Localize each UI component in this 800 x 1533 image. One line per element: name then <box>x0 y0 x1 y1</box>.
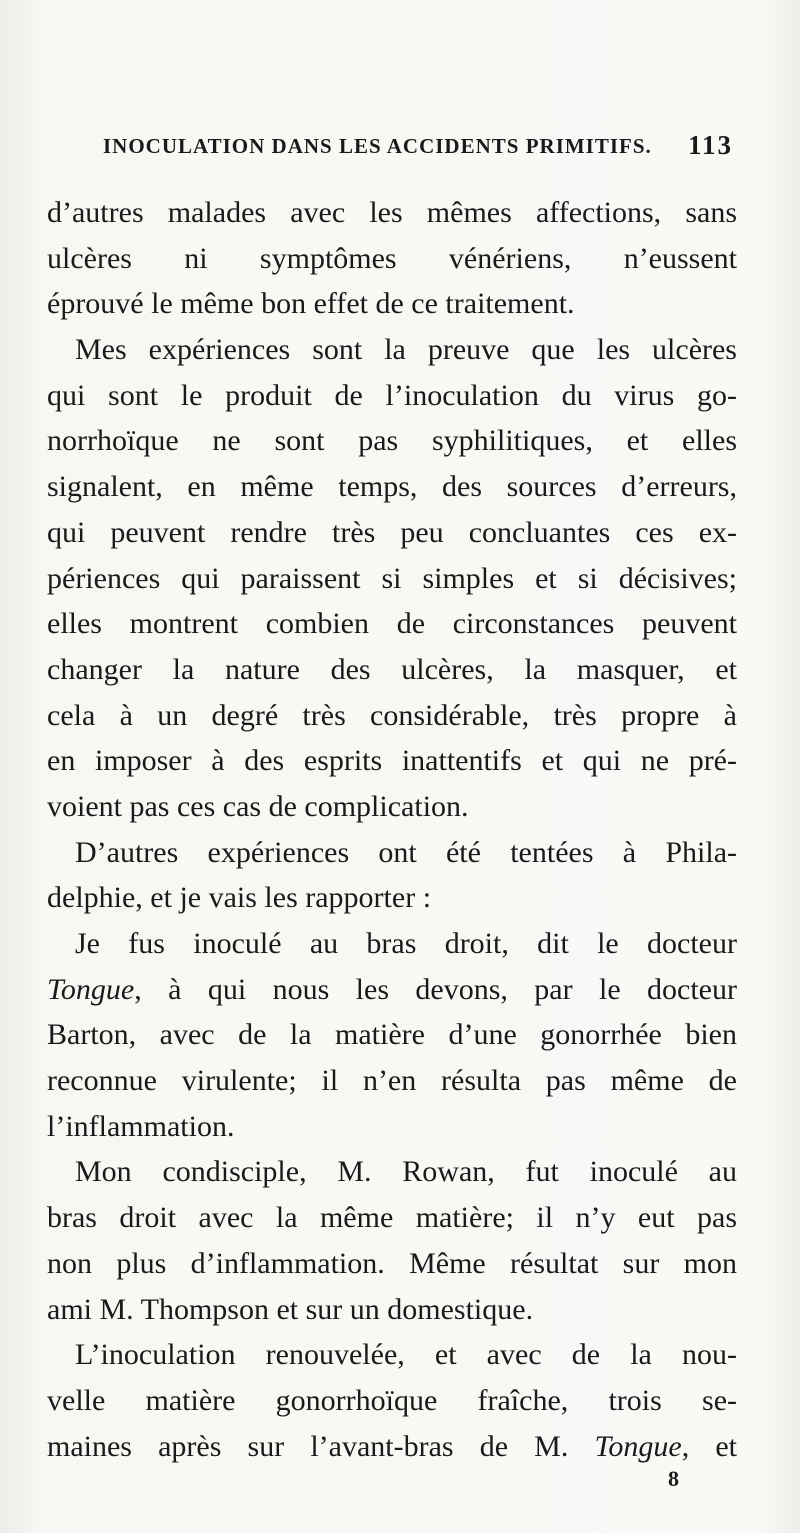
text-line: Mes expériences sont la preuve que les ulcères <box>75 333 737 367</box>
text-line: D’autres expériences ont été tentées à Phila- <box>75 835 737 869</box>
text-line: en imposer à des esprits inattentifs et qui ne pré- <box>47 744 737 778</box>
text-line: périences qui paraissent si simples et si décisives; <box>47 561 737 595</box>
text-line: non plus d’inflammation. Même résultat sur mon <box>47 1246 737 1280</box>
italic-name: Tongue <box>47 972 135 1006</box>
text-line: bras droit avec la même matière; il n’y eut pas <box>47 1201 737 1235</box>
text-line: éprouvé le même bon effet de ce traitement. <box>47 287 575 321</box>
text-line: Tongue, à qui nous les devons, par le docteur <box>47 972 737 1006</box>
text-line: voient pas ces cas de complication. <box>47 789 469 823</box>
text-line: l’inflammation. <box>47 1109 235 1143</box>
page-number: 113 <box>687 130 733 160</box>
text-line: ami M. Thompson et sur un domestique. <box>47 1292 534 1326</box>
text-line: ulcères ni symptômes vénériens, n’eussent <box>47 241 737 275</box>
text-line: delphie, et je vais les rapporter : <box>47 881 432 915</box>
italic-name: Tongue <box>594 1429 682 1463</box>
text-line: Je fus inoculé au bras droit, dit le docteur <box>75 927 737 960</box>
text-line: Mon condisciple, M. Rowan, fut inoculé au <box>75 1155 737 1189</box>
text-line: qui peuvent rendre très peu concluantes ces ex- <box>47 515 737 549</box>
text-line: reconnue virulente; il n’en résulta pas même de <box>47 1064 737 1098</box>
body-text <box>47 190 737 1469</box>
text-line: Barton, avec de la matière d’une gonorrhée bien <box>47 1018 737 1052</box>
text-line: velle matière gonorrhoïque fraîche, trois se- <box>47 1383 737 1417</box>
text-line: maines après sur l’avant-bras de M. Tongue, et <box>47 1429 737 1463</box>
signature-mark: 8 <box>668 1466 679 1491</box>
text-line: d’autres malades avec les mêmes affections, sans <box>47 196 737 229</box>
text-line: elles montrent combien de circonstances peuvent <box>47 607 737 641</box>
text-line: signalent, en même temps, des sources d’erreurs, <box>47 470 737 504</box>
running-head <box>103 130 733 164</box>
text-line: norrhoïque ne sont pas syphilitiques, et elles <box>47 424 737 458</box>
text-line: L’inoculation renouvelée, et avec de la nou- <box>75 1338 737 1372</box>
running-title: INOCULATION DANS LES ACCIDENTS PRIMITIFS. <box>103 134 652 158</box>
text-line: changer la nature des ulcères, la masquer, et <box>47 652 737 686</box>
text-line: cela à un degré très considérable, très propre à <box>47 698 737 732</box>
text-line: qui sont le produit de l’inoculation du virus go- <box>47 378 737 412</box>
